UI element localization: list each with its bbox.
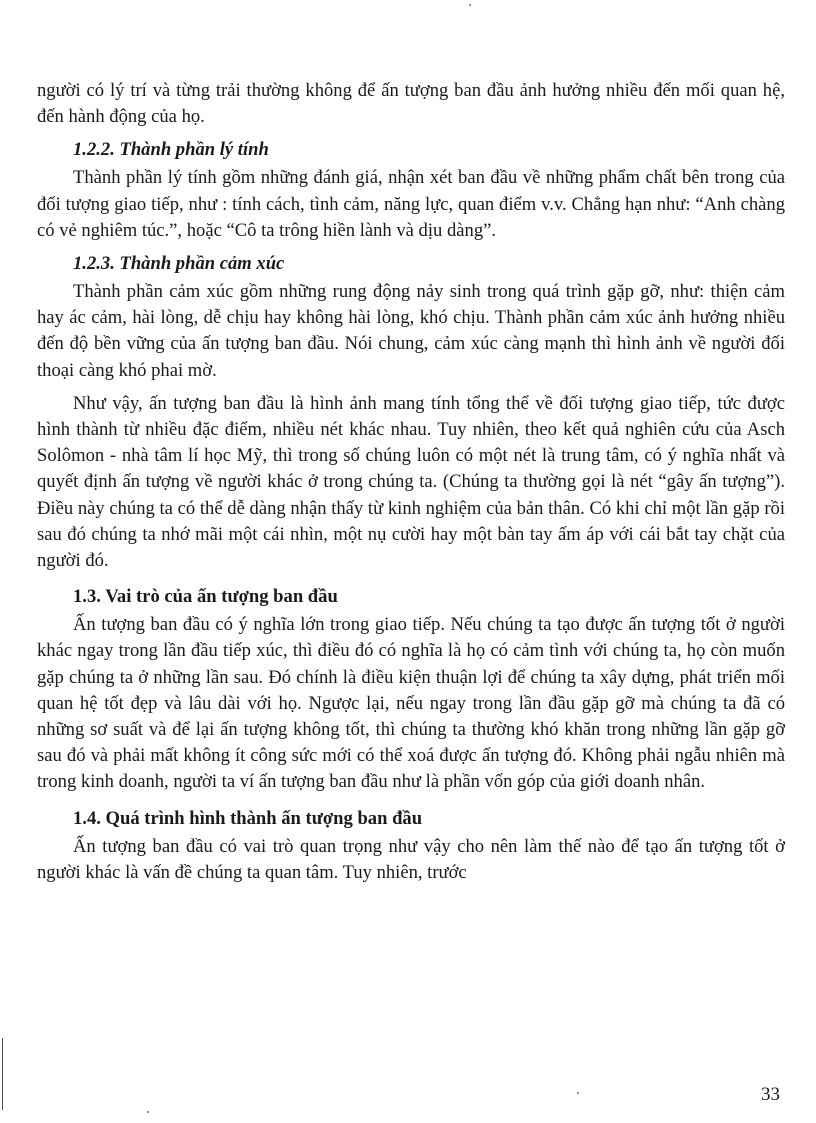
paragraph-formation-process: Ấn tượng ban đầu có vai trò quan trọng như vậy cho nên làm thế nào để tạo ấn tượng tốt ở người khác là vấn đề chúng ta quan tâm. Tuy nhiên, trước — [37, 835, 785, 883]
section-heading-1-4: 1.4. Quá trình hình thành ấn tượng ban đầu — [73, 807, 423, 829]
paragraph-role: Ấn tượng ban đầu có ý nghĩa lớn trong giao tiếp. Nếu chúng ta tạo được ấn tượng tốt ở người khác ngay trong lần đầu tiếp xúc, thì điều đó có nghĩa là họ có cảm tình với chúng ta, họ còn muốn gặp chúng ta ở những lần sau. Đó chính là điều kiện thuận lợi để chúng ta xây dựng, phát triển mối quan hệ tốt đẹp và lâu dài với họ. Ngược lại, nếu ngay trong lần đầu gặp gỡ mà chúng ta đã có những sơ suất và để lại ấn tượng không tốt, thì chúng ta thường khó khăn trong những lần gặp gỡ sau đó và phải mất không ít công sức mới có thể xoá được ấn tượng đó. Không phải ngẫu nhiên mà trong kinh doanh, người ta ví ấn tượng ban đầu như là phần vốn góp của giới doanh nhân. — [37, 614, 785, 793]
scan-speck — [577, 1092, 579, 1094]
paragraph-continuation: người có lý trí và từng trải thường không để ấn tượng ban đầu ảnh hưởng nhiều đến mối quan hệ, đến hành động của họ. — [37, 80, 785, 128]
scan-speck — [147, 1111, 149, 1113]
paragraph-rational-component: Thành phần lý tính gồm những đánh giá, nhận xét ban đầu về những phẩm chất bên trong của đối tượng giao tiếp, như : tính cách, tình cảm, năng lực, quan điểm v.v. Chẳng hạn như: “Anh chàng có vẻ nghiêm túc.”, hoặc “Cô ta trông hiền lành và dịu dàng”. — [37, 167, 785, 241]
paragraph-summary: Như vậy, ấn tượng ban đầu là hình ảnh mang tính tổng thể về đối tượng giao tiếp, tức được hình thành từ nhiều đặc điểm, nhiều nét khác nhau. Tuy nhiên, theo kết quả nghiên cứu của Asch Solômon - nhà tâm lí học Mỹ, thì trong số chúng luôn có một nét là trung tâm, có ý nghĩa nhất và quyết định ấn tượng về người khác ở trong chúng ta. (Chúng ta thường gọi là nét “gây ấn tượng”). Điều này chúng ta có thể dễ dàng nhận thấy từ kinh nghiệm của bản thân. Có khi chỉ một lần gặp rồi sau đó chúng ta nhớ mãi một cái nhìn, một nụ cười hay một bàn tay ấm áp với cái bắt tay chặt của người đó. — [37, 392, 785, 572]
book-page — [37, 78, 785, 886]
page-number: 33 — [761, 1084, 780, 1105]
section-heading-1-3: 1.3. Vai trò của ấn tượng ban đầu — [73, 586, 338, 608]
scan-speck — [469, 4, 471, 6]
subsection-heading-1-2-3: 1.2.3. Thành phần cảm xúc — [73, 253, 285, 275]
subsection-heading-1-2-2: 1.2.2. Thành phần lý tính — [73, 139, 269, 161]
paragraph-emotional-component: Thành phần cảm xúc gồm những rung động nảy sinh trong quá trình gặp gỡ, như: thiện cảm hay ác cảm, hài lòng, dễ chịu hay không hài lòng, khó chịu. Thành phần cảm xúc ảnh hưởng nhiều đến độ bền vững của ấn tượng ban đầu. Nói chung, cảm xúc càng mạnh thì hình ảnh về người đối thoại càng khó phai mờ. — [37, 281, 785, 381]
scan-edge-line — [2, 1038, 3, 1110]
